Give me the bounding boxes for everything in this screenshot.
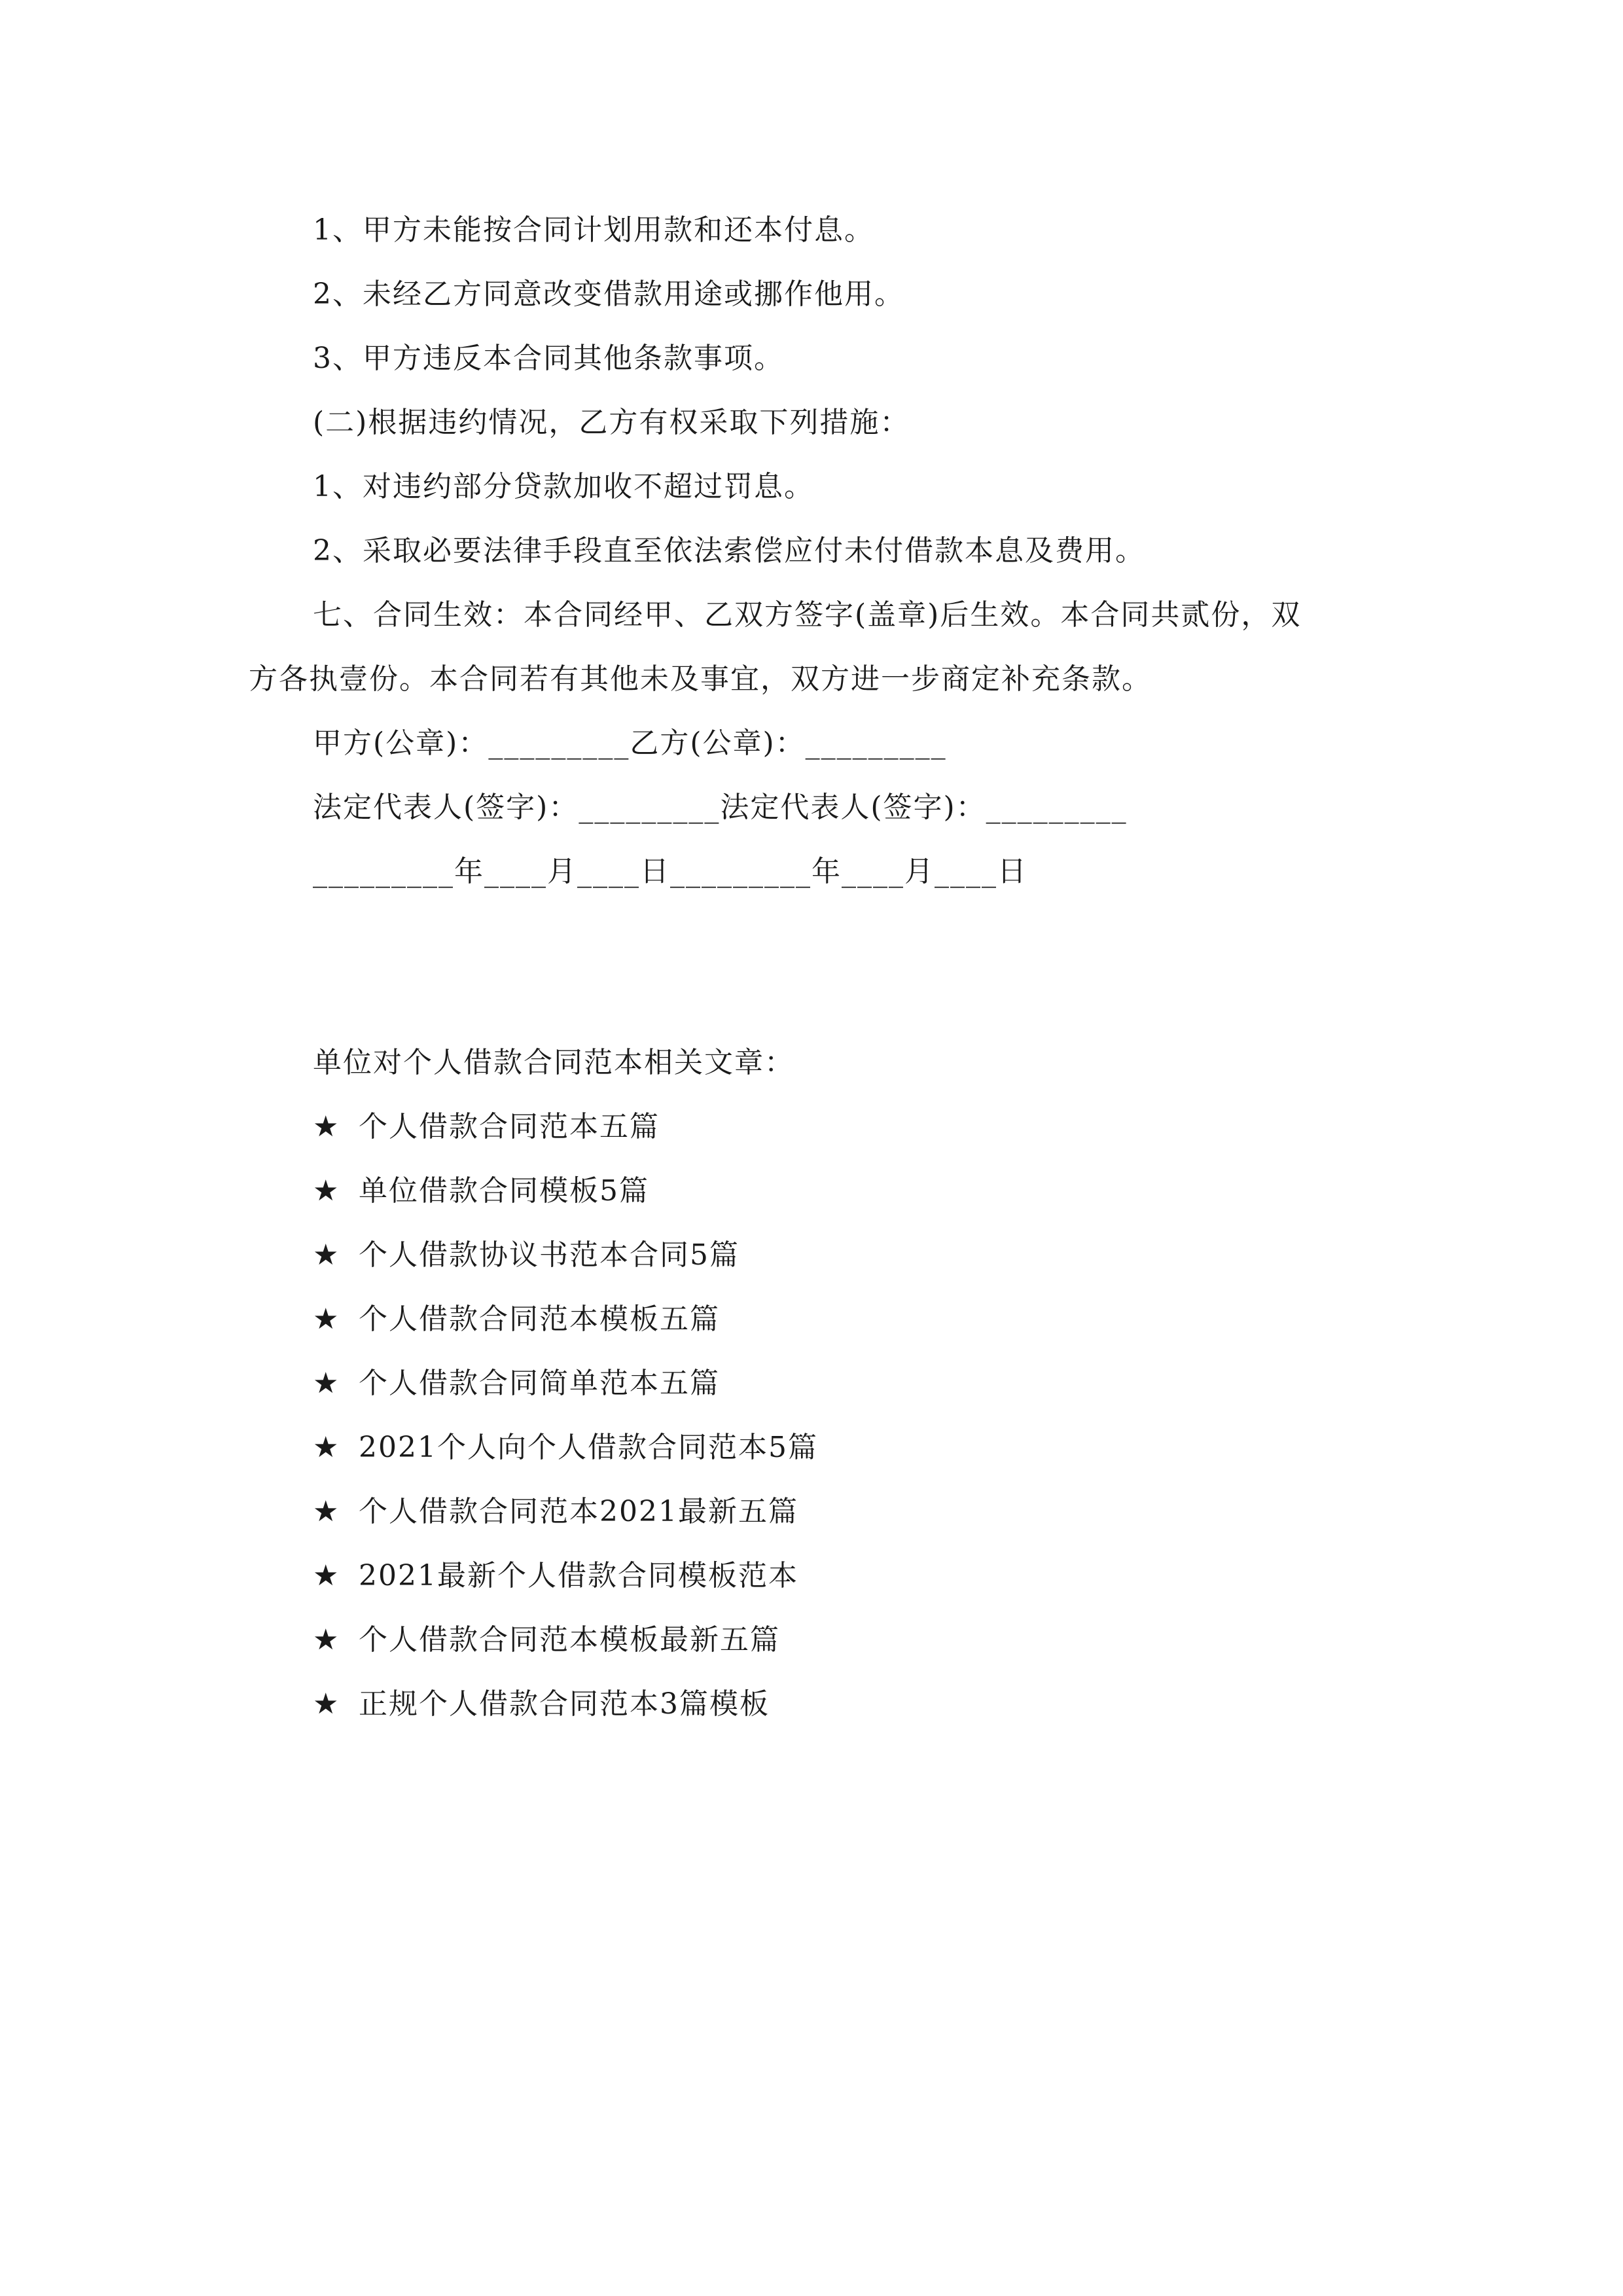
related-article-title[interactable]: 2021最新个人借款合同模板范本 [359,1559,798,1592]
related-article-link[interactable] [313,1556,798,1596]
star-icon: ★ [313,1238,340,1272]
body-line-2: 2、未经乙方同意改变借款用途或挪作他用。 [313,278,904,311]
star-icon: ★ [313,1302,340,1336]
body-line-4: (二)根据违约情况，乙方有权采取下列措施： [313,406,910,439]
star-icon: ★ [313,1623,340,1657]
related-article-link[interactable] [313,1172,649,1211]
related-article-link[interactable] [313,1621,780,1660]
body-line-1: 1、甲方未能按合同计划用款和还本付息。 [313,213,874,247]
body-line-5: 1、对违约部分贷款加收不超过罚息。 [313,470,814,503]
related-article-title[interactable]: 2021个人向个人借款合同范本5篇 [359,1431,818,1464]
related-articles-heading: 单位对个人借款合同范本相关文章： [313,1046,794,1079]
body-line-6: 2、采取必要法律手段直至依法索偿应付未付借款本息及费用。 [313,534,1145,567]
related-article-link[interactable] [313,1428,818,1467]
representative-signature-line: 法定代表人(签字)：_________法定代表人(签字)：_________ [313,791,1128,824]
related-article-link[interactable] [313,1685,770,1724]
star-icon: ★ [313,1495,340,1528]
body-line-3: 3、甲方违反本合同其他条款事项。 [313,342,784,375]
clause-seven-line-2: 方各执壹份。本合同若有其他未及事宜，双方进一步商定补充条款。 [249,662,1152,696]
related-article-title[interactable]: 个人借款合同范本模板最新五篇 [359,1623,780,1657]
star-icon: ★ [313,1431,340,1464]
related-article-title[interactable]: 单位借款合同模板5篇 [359,1174,649,1208]
star-icon: ★ [313,1559,340,1592]
related-article-link[interactable] [313,1300,720,1339]
related-article-title[interactable]: 正规个人借款合同范本3篇模板 [359,1687,770,1721]
related-article-link[interactable] [313,1492,798,1532]
seal-signature-line: 甲方(公章)：_________乙方(公章)：_________ [313,726,947,760]
related-article-title[interactable]: 个人借款协议书范本合同5篇 [359,1238,740,1272]
related-article-title[interactable]: 个人借款合同范本模板五篇 [359,1302,720,1336]
related-article-title[interactable]: 个人借款合同范本2021最新五篇 [359,1495,798,1528]
related-article-title[interactable]: 个人借款合同简单范本五篇 [359,1367,720,1400]
related-article-link[interactable] [313,1236,740,1275]
related-article-title[interactable]: 个人借款合同范本五篇 [359,1110,660,1143]
star-icon: ★ [313,1110,340,1143]
related-article-link[interactable] [313,1107,660,1147]
star-icon: ★ [313,1687,340,1721]
clause-seven-line-1: 七、合同生效：本合同经甲、乙双方签字(盖章)后生效。本合同共贰份，双 [313,598,1302,632]
date-line: _________年____月____日_________年____月____日 [313,855,1027,888]
star-icon: ★ [313,1174,340,1208]
related-article-link[interactable] [313,1364,720,1403]
star-icon: ★ [313,1367,340,1400]
